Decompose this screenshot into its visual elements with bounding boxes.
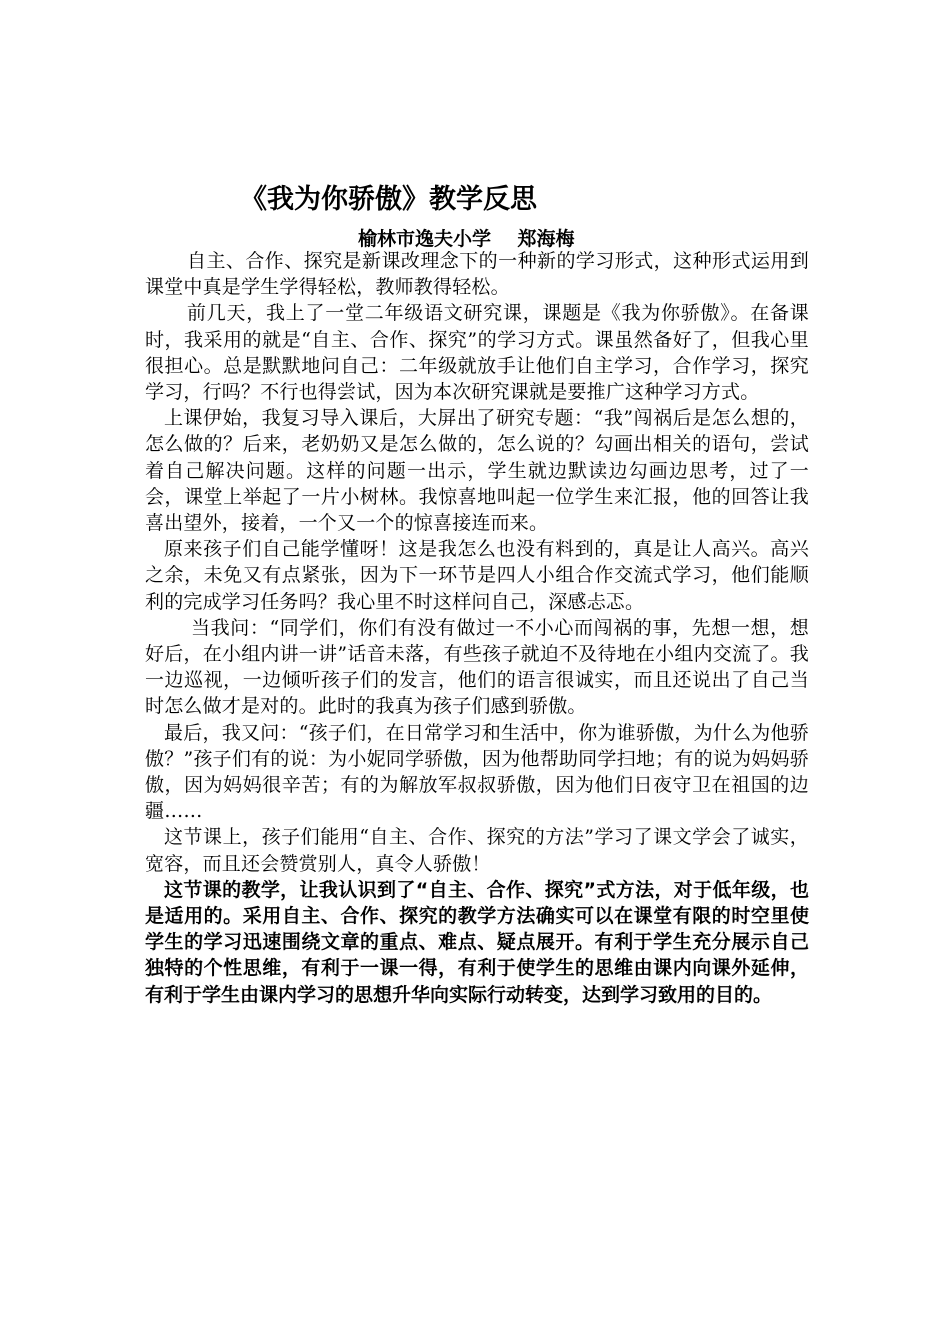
document-body	[145, 248, 809, 1008]
paragraph-preparation: 前几天，我上了一堂二年级语文研究课，课题是《我为你骄傲》。在备课时，我采用的就是“自主、合作、探究”的学习方式。课虽然备好了，但我心里很担心。总是默默地问自己：二年级就放手让他们自主学习，合作学习，探究学习，行吗？不行也得尝试，因为本次研究课就是要推广这种学习方式。	[145, 302, 809, 404]
document-title: 《我为你骄傲》教学反思	[240, 184, 537, 215]
paragraph-intro: 自主、合作、探究是新课改理念下的一种新的学习形式，这种形式运用到课堂中真是学生学得轻松，教师教得轻松。	[145, 250, 809, 299]
paragraph-surprise: 原来孩子们自己能学懂呀！这是我怎么也没有料到的，真是让人高兴。高兴之余，未免又有点紧张，因为下一环节是四人小组合作交流式学习，他们能顺利的完成学习任务吗？我心里不时这样问自己，深感忐忑。	[145, 538, 809, 613]
author-byline: 榆林市逸夫小学 郑海梅	[358, 228, 575, 250]
paragraph-group-discussion: 当我问：“同学们，你们有没有做过一不小心而闯祸的事，先想一想，想好后，在小组内讲一讲”话音未落，有些孩子就迫不及待地在小组内交流了。我一边巡视，一边倾听孩子们的发言，他们的语言很诚实，而且还说出了自己当时怎么做才是对的。此时的我真为孩子们感到骄傲。	[145, 616, 809, 718]
paragraph-lesson-start: 上课伊始，我复习导入课后，大屏出了研究专题：“我”闯祸后是怎么想的，怎么做的？后来，老奶奶又是怎么做的，怎么说的？勾画出相关的语句，尝试着自己解决问题。这样的问题一出示，学生就边默读边勾画边思考，过了一会，课堂上举起了一片小树林。我惊喜地叫起一位学生来汇报，他的回答让我喜出望外，接着，一个又一个的惊喜接连而来。	[145, 407, 809, 535]
paragraph-lesson-summary: 这节课上，孩子们能用“自主、合作、探究的方法”学习了课文学会了诚实，宽容，而且还会赞赏别人，真令人骄傲！	[145, 826, 809, 875]
paragraph-final-question: 最后，我又问：“孩子们，在日常学习和生活中，你为谁骄傲，为什么为他骄傲？”孩子们有的说：为小妮同学骄傲，因为他帮助同学扫地；有的说为妈妈骄傲，因为妈妈很辛苦；有的为解放军叔叔骄傲，因为他们日夜守卫在祖国的边疆……	[145, 721, 809, 823]
paragraph-reflection-bold: 这节课的教学，让我认识到了“自主、合作、探究”式方法，对于低年级，也是适用的。采用自主、合作、探究的教学方法确实可以在课堂有限的时空里使学生的学习迅速围绕文章的重点、难点、疑点展开。有利于学生充分展示自己独特的个性思维，有利于一课一得，有利于使学生的思维由课内向课外延伸，有利于学生由课内学习的思想升华向实际行动转变，达到学习致用的目的。	[145, 878, 809, 1006]
